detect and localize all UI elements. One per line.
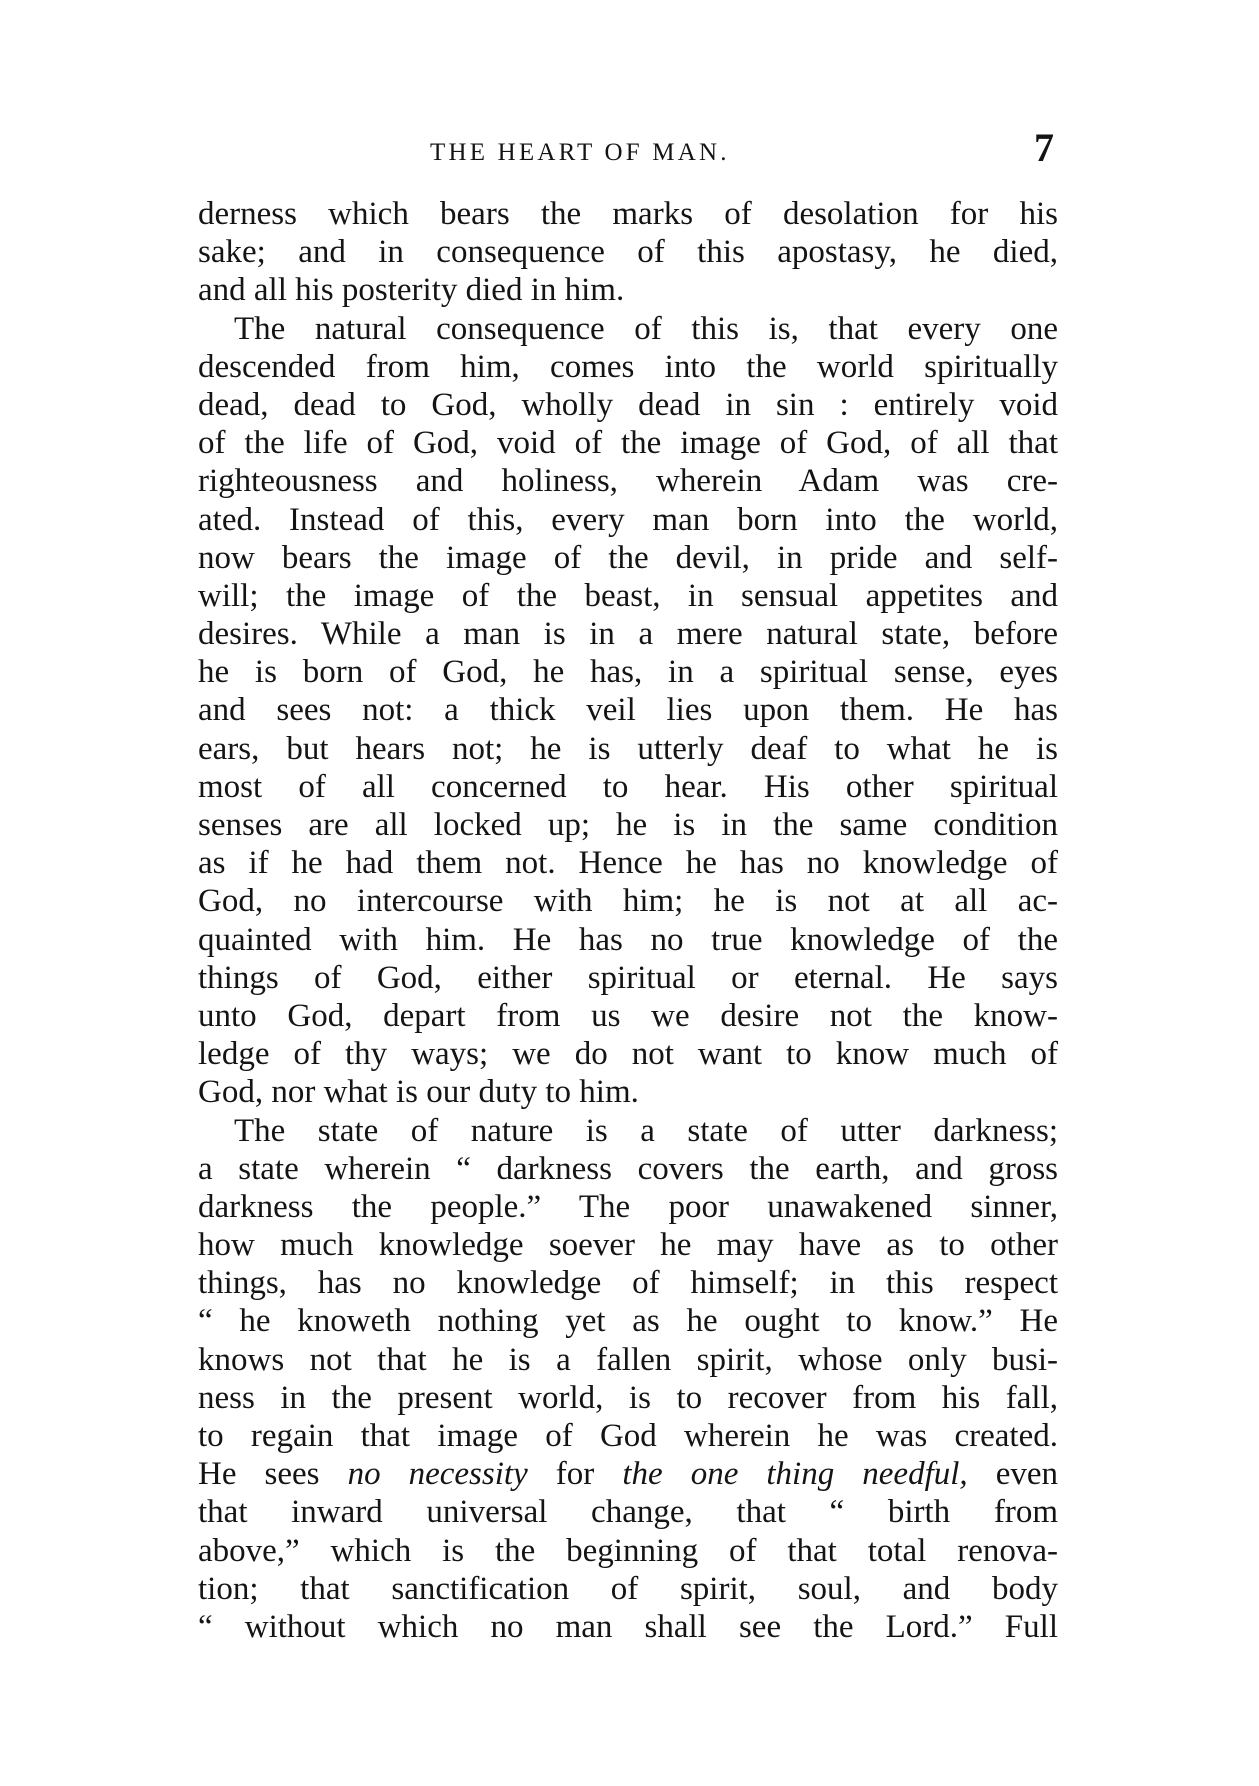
text-line: of the life of God, void of the image of God, of all that: [198, 425, 1058, 462]
text-segment: for: [527, 1456, 623, 1493]
text-line: ated. Instead of this, every man born into the world,: [198, 501, 1058, 538]
page-number: 7: [1034, 125, 1054, 170]
text-line: things, has no knowledge of himself; in this respect: [198, 1265, 1058, 1302]
text-line: God, nor what is our duty to him.: [198, 1074, 639, 1111]
text-line: and all his posterity died in him.: [198, 272, 625, 309]
text-line: most of all concerned to hear. His other spiritual: [198, 768, 1058, 805]
body-text: [198, 195, 1058, 1646]
text-line: will; the image of the beast, in sensual appetites and: [198, 577, 1058, 614]
italic-phrase: no necessity: [347, 1456, 528, 1493]
text-line: darkness the people.” The poor unawakened sinner,: [198, 1188, 1058, 1225]
text-line: unto God, depart from us we desire not the know-: [198, 997, 1058, 1034]
text-line: he is born of God, he has, in a spiritual sense, eyes: [198, 654, 1058, 691]
text-line: and sees not: a thick veil lies upon them. He has: [198, 692, 1058, 729]
text-line: ness in the present world, is to recover from his fall,: [198, 1379, 1058, 1416]
text-line: senses are all locked up; he is in the same condition: [198, 807, 1058, 843]
text-line: “ without which no man shall see the Lord.” Full: [198, 1608, 1058, 1645]
text-line: The natural consequence of this is, that every one: [234, 310, 1058, 347]
text-line: derness which bears the marks of desolation for his: [198, 196, 1058, 232]
text-segment: even: [967, 1456, 1059, 1493]
text-line: desires. While a man is in a mere natural state, before: [198, 616, 1058, 653]
text-line: righteousness and holiness, wherein Adam was cre-: [198, 463, 1058, 500]
text-line: “ he knoweth nothing yet as he ought to know.” He: [198, 1303, 1058, 1340]
text-line: a state wherein “ darkness covers the earth, and gross: [198, 1150, 1058, 1187]
text-line: The state of nature is a state of utter darkness;: [234, 1112, 1058, 1149]
text-line: to regain that image of God wherein he was created.: [198, 1418, 1058, 1454]
running-title: THE HEART OF MAN.: [430, 139, 730, 166]
text-line: above,” which is the beginning of that total renova-: [198, 1532, 1058, 1569]
text-line: quainted with him. He has no true knowledge of the: [198, 921, 1058, 958]
text-line: ears, but hears not; he is utterly deaf to what he is: [198, 730, 1058, 767]
text-line: ledge of thy ways; we do not want to know much of: [198, 1036, 1058, 1073]
text-line: as if he had them not. Hence he has no knowledge of: [198, 845, 1058, 882]
text-line: descended from him, comes into the world spiritually: [198, 348, 1058, 385]
text-segment: He sees: [198, 1456, 348, 1493]
text-line: how much knowledge soever he may have as to other: [198, 1227, 1058, 1264]
text-line: now bears the image of the devil, in pride and self-: [198, 539, 1058, 576]
text-line-with-italics: [198, 1455, 1058, 1493]
text-line: knows not that he is a fallen spirit, whose only busi-: [198, 1341, 1058, 1378]
text-line: dead, dead to God, wholly dead in sin : entirely void: [198, 386, 1058, 423]
text-line: sake; and in consequence of this apostasy, he died,: [198, 234, 1058, 271]
text-line: God, no intercourse with him; he is not at all ac-: [198, 883, 1058, 920]
text-line: tion; that sanctification of spirit, soul, and body: [198, 1570, 1058, 1607]
text-line: that inward universal change, that “ birth from: [198, 1494, 1058, 1531]
text-line: things of God, either spiritual or eternal. He says: [198, 959, 1058, 996]
italic-phrase: the one thing needful,: [622, 1456, 968, 1493]
